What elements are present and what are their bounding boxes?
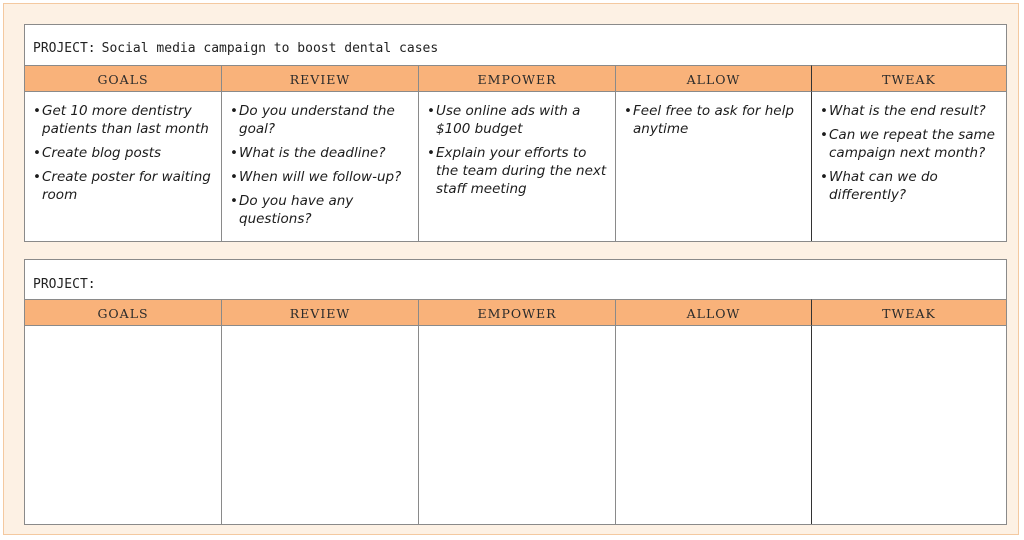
list-item: • When will we follow-up?	[230, 168, 412, 186]
cell-tweak	[811, 326, 1006, 524]
column-header-review: REVIEW	[221, 65, 418, 92]
list-item: • Can we repeat the same campaign next month?	[820, 126, 1000, 162]
project-title-row	[25, 260, 1006, 299]
list-item: • Use online ads with a $100 budget	[427, 102, 609, 138]
column-header-goals: GOALS	[25, 299, 221, 326]
project-label: PROJECT:	[33, 41, 96, 56]
project-name: Social media campaign to boost dental cases	[101, 41, 439, 56]
bullet-list	[820, 102, 1000, 204]
gert-grid	[25, 65, 1006, 241]
list-item: • Do you have any questions?	[230, 192, 412, 228]
cell-goals	[25, 326, 221, 524]
project-title-row	[25, 25, 1006, 65]
cell-allow	[615, 92, 811, 241]
bullet-list	[427, 102, 609, 198]
list-item: • Create poster for waiting room	[33, 168, 215, 204]
cell-review	[221, 92, 418, 241]
list-item: • What can we do differently?	[820, 168, 1000, 204]
list-item: • What is the deadline?	[230, 144, 412, 162]
cell-review	[221, 326, 418, 524]
column-header-tweak: TWEAK	[811, 65, 1006, 92]
list-item: • Feel free to ask for help anytime	[624, 102, 805, 138]
cell-allow	[615, 326, 811, 524]
column-header-goals: GOALS	[25, 65, 221, 92]
gert-grid	[25, 299, 1006, 524]
column-header-allow: ALLOW	[615, 299, 811, 326]
project-table-2	[24, 259, 1007, 525]
project-table-1	[24, 24, 1007, 242]
cell-empower	[418, 326, 615, 524]
list-item: • Get 10 more dentistry patients than last month	[33, 102, 215, 138]
list-item: • Create blog posts	[33, 144, 215, 162]
bullet-list	[33, 102, 215, 204]
cell-tweak	[811, 92, 1006, 241]
worksheet	[3, 3, 1019, 535]
column-header-empower: EMPOWER	[418, 299, 615, 326]
list-item: • What is the end result?	[820, 102, 1000, 120]
list-item: • Explain your efforts to the team during the next staff meeting	[427, 144, 609, 198]
cell-empower	[418, 92, 615, 241]
column-header-review: REVIEW	[221, 299, 418, 326]
bullet-list	[624, 102, 805, 138]
column-header-allow: ALLOW	[615, 65, 811, 92]
column-header-tweak: TWEAK	[811, 299, 1006, 326]
project-label: PROJECT:	[33, 277, 96, 292]
column-header-empower: EMPOWER	[418, 65, 615, 92]
list-item: • Do you understand the goal?	[230, 102, 412, 138]
bullet-list	[230, 102, 412, 228]
cell-goals	[25, 92, 221, 241]
